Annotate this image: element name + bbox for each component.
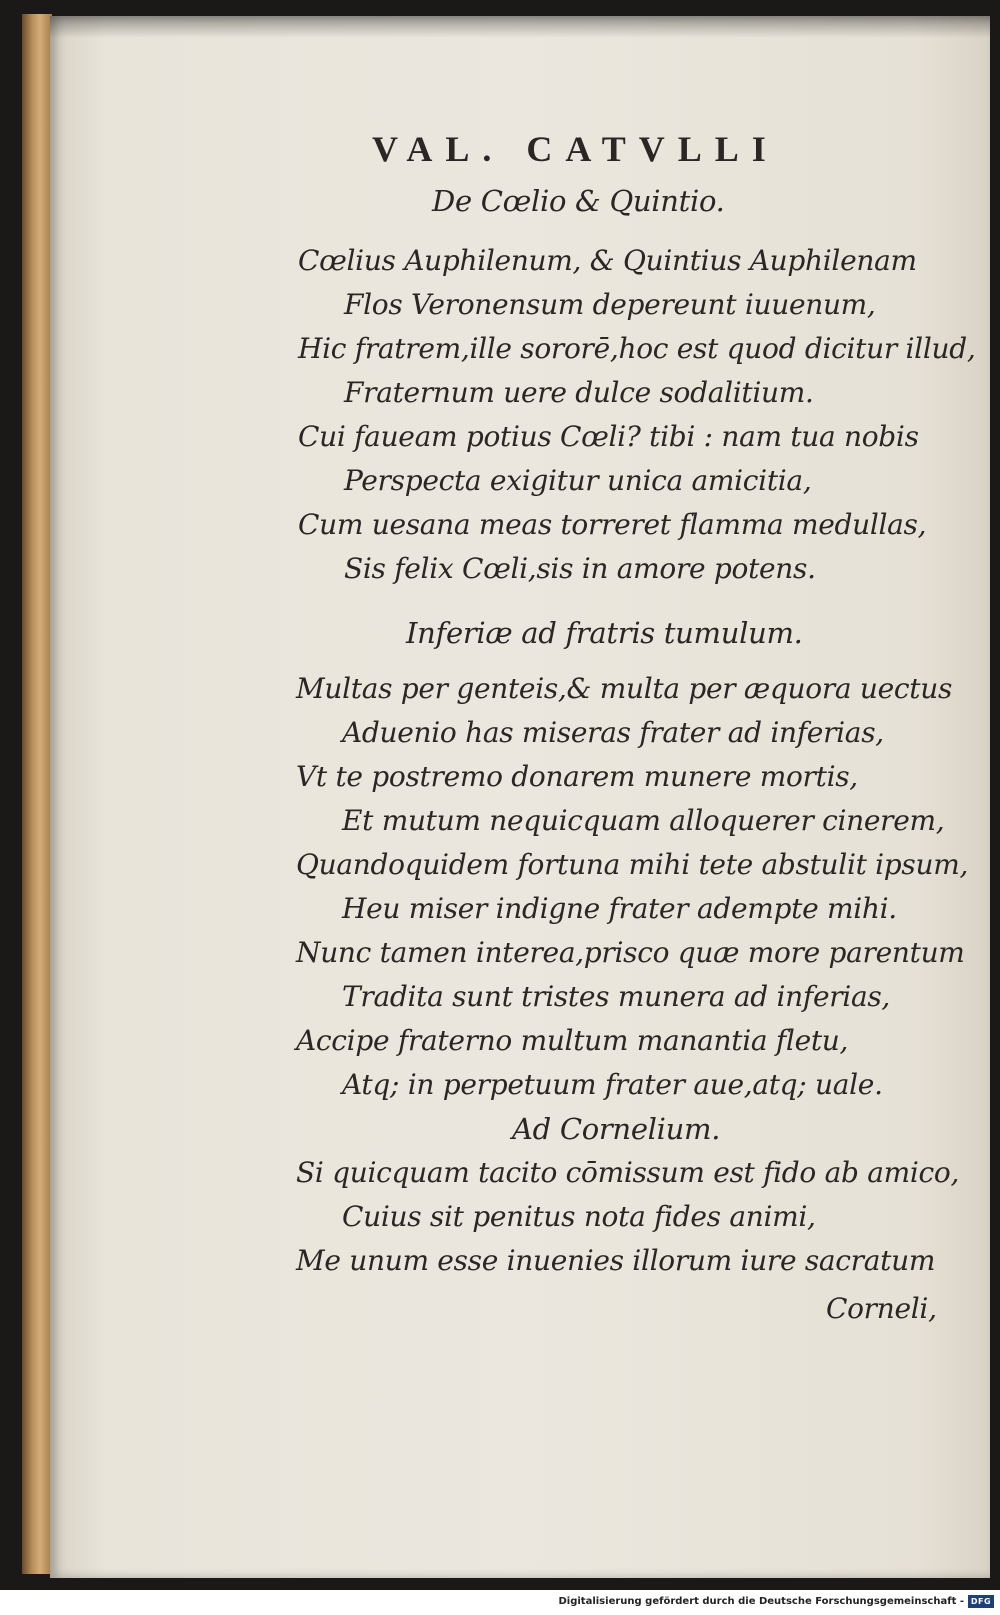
- poem-2-line: Multas per genteis,& multa per æquora uectus: [296, 672, 953, 705]
- poem-1-line: Hic fratrem,ille sororē,hoc est quod dicitur illud,: [298, 332, 976, 365]
- poem-3-title: Ad Cornelium.: [512, 1112, 721, 1146]
- poem-2-line: Atq; in perpetuum frater aue,atq; uale.: [342, 1068, 883, 1101]
- poem-3-line: Me unum esse inuenies illorum iure sacratum: [296, 1244, 936, 1277]
- running-head: VAL. CATVLLI: [372, 129, 779, 169]
- poem-1-line: Cœlius Auphilenum, & Quintius Auphilenam: [298, 244, 917, 277]
- poem-2-line: Quandoquidem fortuna mihi tete abstulit ipsum,: [296, 848, 969, 881]
- footer-credit: Digitalisierung gefördert durch die Deutsche Forschungsgemeinschaft -: [558, 1596, 964, 1607]
- dfg-logo: DFG: [968, 1595, 994, 1608]
- poem-3-line: Cuius sit penitus nota fides animi,: [342, 1200, 816, 1233]
- poem-1-line: Fraternum uere dulce sodalitium.: [344, 376, 814, 409]
- poem-1-line: Flos Veronensum depereunt iuuenum,: [344, 288, 876, 321]
- poem-2-line: Vt te postremo donarem munere mortis,: [296, 760, 858, 793]
- poem-1-line: Perspecta exigitur unica amicitia,: [344, 464, 812, 497]
- poem-2-title: Inferiæ ad fratris tumulum.: [406, 616, 803, 650]
- poem-1-title: De Cœlio & Quintio.: [432, 184, 725, 218]
- poem-2-line: Et mutum nequicquam alloquerer cinerem,: [342, 804, 945, 837]
- poem-2-line: Aduenio has miseras frater ad inferias,: [342, 716, 884, 749]
- poem-1-line: Sis felix Cœli,sis in amore potens.: [344, 552, 816, 585]
- poem-2-line: Accipe fraterno multum manantia fletu,: [296, 1024, 849, 1057]
- catchword: Corneli,: [826, 1292, 937, 1325]
- poem-3-line: Si quicquam tacito cōmissum est fido ab amico,: [296, 1156, 960, 1189]
- poem-1-line: Cum uesana meas torreret flamma medullas,: [298, 508, 927, 541]
- poem-2-line: Tradita sunt tristes munera ad inferias,: [342, 980, 891, 1013]
- poem-2-line: Nunc tamen interea,prisco quæ more parentum: [296, 936, 965, 969]
- poem-2-line: Heu miser indigne frater adempte mihi.: [342, 892, 897, 925]
- poem-1-line: Cui faueam potius Cœli? tibi : nam tua nobis: [298, 420, 919, 453]
